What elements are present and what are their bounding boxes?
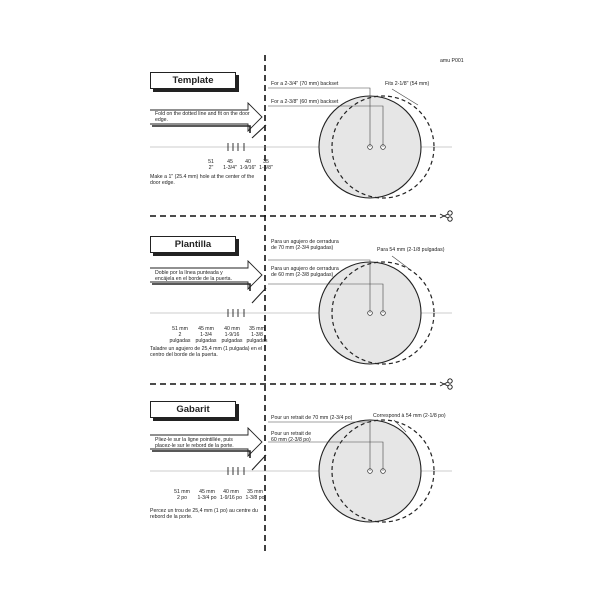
hole-instruction: Percez un trou de 25,4 mm (1 po) au centre du rebord de la porte. — [150, 508, 258, 521]
backset-label: 35 mm 1-3/8 pulgadas — [246, 326, 268, 344]
backset-label: 51 mm 2 pulgadas — [169, 326, 191, 344]
backset-label: 51 2" — [208, 159, 214, 171]
fits-label: Fits 2-1/8" (54 mm) — [385, 81, 430, 87]
backset-label: 35 mm 1-3/8 po — [245, 489, 265, 501]
fits-label: Correspond à 54 mm (2-1/8 po) — [373, 413, 446, 419]
backset-label: 45 mm 1-3/4 pulgadas — [195, 326, 217, 344]
backset-70-label: For a 2-3/4" (70 mm) backset — [271, 81, 339, 87]
scissors-icon — [440, 379, 452, 389]
section-title: Plantilla — [150, 236, 236, 253]
reference-code: amu P001 — [440, 58, 464, 64]
backset-label: 45 1-3/4" — [223, 159, 237, 171]
backset-label: 40 mm 1-9/16 po — [220, 489, 242, 501]
backset-60-label: For a 2-3/8" (60 mm) backset — [271, 99, 339, 105]
section-title: Gabarit — [150, 401, 236, 418]
backset-60-label: Para un agujero de cerradura de 60 mm (2-3/8 pulgadas) — [271, 266, 339, 279]
backset-label: 51 mm 2 po — [174, 489, 190, 501]
section-title: Template — [150, 72, 236, 89]
backset-label: 40 mm 1-9/16 pulgadas — [221, 326, 243, 344]
fold-instruction: Doble por la línea punteada y encájela en el borde de la puerta. — [155, 270, 233, 283]
hole-instruction: Make a 1" (25.4 mm) hole at the center of the door edge. — [150, 174, 255, 187]
backset-70-label: Para un agujero de cerradura de 70 mm (2-3/4 pulgadas) — [271, 239, 339, 252]
backset-label: 35 1-3/8" — [259, 159, 273, 171]
fold-instruction: Pliez-le sur la ligne pointillée, puis placez-le sur le rebord de la porte. — [155, 437, 234, 450]
backset-label: 40 1-9/16" — [239, 159, 257, 171]
scissors-icon — [440, 211, 452, 221]
hole-instruction: Taladre un agujero de 25,4 mm (1 pulgada) en el centro del borde de la puerta. — [150, 346, 263, 359]
backset-60-label: Pour un retrait de 60 mm (2-3/8 po) — [271, 431, 312, 444]
backset-label: 45 mm 1-3/4 po — [197, 489, 217, 501]
fits-label: Para 54 mm (2-1/8 pulgadas) — [377, 247, 445, 253]
backset-70-label: Pour un retrait de 70 mm (2-3/4 po) — [271, 415, 353, 421]
fold-instruction: Fold on the dotted line and fit on the door edge. — [155, 111, 250, 124]
